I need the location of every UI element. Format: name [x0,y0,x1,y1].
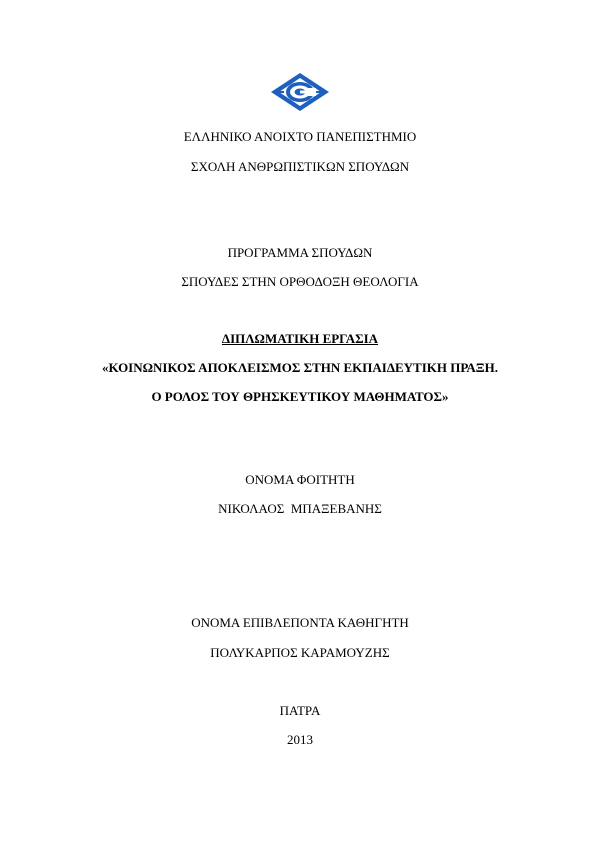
university-name: ΕΛΛΗΝΙΚΟ ΑΝΟΙΧΤΟ ΠΑΝΕΠΙΣΤΗΜΙΟ [183,129,417,144]
program-name: ΣΠΟΥΔΕΣ ΣΤΗΝ ΟΡΘΟΔΟΞΗ ΘΕΟΛΟΓΙΑ [181,274,419,289]
city: ΠΑΤΡΑ [279,703,321,718]
program-label: ΠΡΟΓΡΑΜΜΑ ΣΠΟΥΔΩΝ [227,245,373,260]
school-name: ΣΧΟΛΗ ΑΝΘΡΩΠΙΣΤΙΚΩΝ ΣΠΟΥΔΩΝ [190,159,410,174]
university-logo-icon [270,72,330,112]
supervisor-name: ΠΟΛΥΚΑΡΠΟΣ ΚΑΡΑΜΟΥΖΗΣ [210,645,390,660]
year: 2013 [287,732,313,747]
student-label: ΟΝΟΜΑ ΦΟΙΤΗΤΗ [245,472,355,487]
thesis-title-line-2: Ο ΡΟΛΟΣ ΤΟΥ ΘΡΗΣΚΕΥΤΙΚΟΥ ΜΑΘΗΜΑΤΟΣ» [151,389,449,404]
thesis-title-line-1: «ΚΟΙΝΩΝΙΚΟΣ ΑΠΟΚΛΕΙΣΜΟΣ ΣΤΗΝ ΕΚΠΑΙΔΕΥΤΙΚΗ ΠΡΑΞΗ. [102,360,498,375]
thesis-heading: ΔΙΠΛΩΜΑΤΙΚΗ ΕΡΓΑΣΙΑ [221,331,379,346]
student-name: ΝΙΚΟΛΑΟΣ ΜΠΑΞΕΒΑΝΗΣ [218,501,382,516]
supervisor-label: ΟΝΟΜΑ ΕΠΙΒΛΕΠΟΝΤΑ ΚΑΘΗΓΗΤΗ [191,615,409,630]
